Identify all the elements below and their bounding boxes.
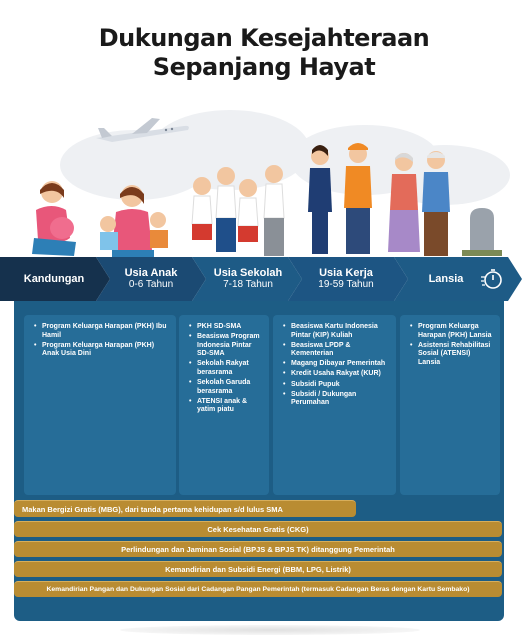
stage-lansia: Lansia	[428, 273, 464, 285]
workers-figure	[300, 138, 384, 260]
list-item: • Sekolah Garuda berasrama	[187, 379, 263, 396]
page-title	[0, 24, 528, 82]
bar-pangan: Kemandirian Pangan dan Dukungan Sosial dari Cadangan Pangan Pemerintah (termasuk Cadangan Beras dengan Kartu Sembako)	[14, 581, 502, 597]
list-item: • PKH SD-SMA	[187, 323, 263, 332]
airplane-icon	[92, 114, 192, 146]
column-lansia	[400, 315, 500, 495]
bar-bpjs: Perlindungan dan Jaminan Sosial (BPJS & BPJS TK) ditanggung Pemerintah	[14, 541, 502, 557]
list-item: • Subsidi / Dukungan Perumahan	[281, 391, 390, 408]
column-kerja	[273, 315, 396, 495]
list-item: • Sekolah Rakyat berasrama	[187, 360, 263, 377]
list-item: • Program Keluarga Harapan (PKH) Anak Usia Dini	[32, 342, 170, 359]
bar-mbg: Makan Bergizi Gratis (MBG), dari tanda pertama kehidupan s/d lulus SMA	[14, 500, 356, 517]
list-item: • Kredit Usaha Rakyat (KUR)	[281, 370, 390, 379]
stage-usia-kerja: Usia Kerja 19-59 Tahun	[318, 267, 374, 290]
bar-ckg: Cek Kesehatan Gratis (CKG)	[14, 521, 502, 537]
title-line-1: Dukungan Kesejahteraan	[98, 24, 430, 52]
life-stage-band	[0, 257, 520, 301]
stage-usia-sekolah: Usia Sekolah 7-18 Tahun	[213, 267, 283, 290]
bar-energi: Kemandirian dan Subsidi Energi (BBM, LPG, Listrik)	[14, 561, 502, 577]
list-item: • Beasiswa Kartu Indonesia Pintar (KIP) Kuliah	[281, 323, 390, 340]
title-line-2: Sepanjang Hayat	[152, 53, 376, 81]
elderly-couple-figure	[384, 146, 456, 260]
list-item: • Beasiswa LPDP & Kementerian	[281, 342, 390, 359]
stopwatch-icon	[480, 267, 504, 291]
list-item: • Program Keluarga Harapan (PKH) Lansia	[408, 323, 494, 340]
base-shadow	[120, 625, 420, 635]
mother-children-figure	[92, 180, 178, 260]
illustration-scene	[0, 100, 528, 260]
list-item: • ATENSI anak & yatim piatu	[187, 398, 263, 415]
column-anak	[24, 315, 176, 495]
stage-usia-anak: Usia Anak 0-6 Tahun	[124, 267, 178, 290]
pregnant-woman-figure	[26, 176, 82, 260]
list-item: • Program Keluarga Harapan (PKH) Ibu Hamil	[32, 323, 170, 340]
gravestone-icon	[460, 204, 504, 256]
school-children-figure	[182, 152, 292, 260]
list-item: • Magang Dibayar Pemerintah	[281, 360, 390, 369]
column-sekolah	[179, 315, 269, 495]
list-item: • Subsidi Pupuk	[281, 381, 390, 390]
list-item: • Asistensi Rehabilitasi Sosial (ATENSI) Lansia	[408, 342, 494, 368]
list-item: • Beasiswa Program Indonesia Pintar SD-SMA	[187, 333, 263, 359]
stage-kandungan: Kandungan	[23, 273, 85, 285]
